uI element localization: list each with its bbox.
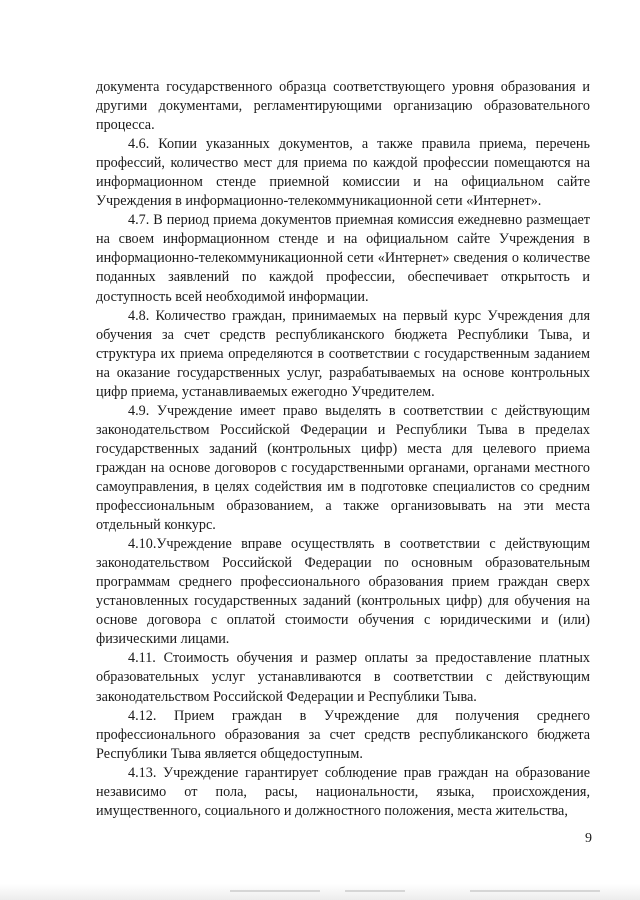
scan-edge-artifact: [0, 884, 640, 900]
paragraph-4-9: 4.9. Учреждение имеет право выделять в соответствии с действующим законодательством Российской Федерации и Республики Тыва в пределах государственных заданий (контрольных цифр) места для целевого приема граждан на основе договоров с государственными органами, органами местного самоуправления, в целях содействия им в подготовке специалистов со средним профессиональным образованием, а также организовывать на эти места отдельный конкурс.: [96, 402, 590, 534]
document-body: [96, 78, 590, 821]
scan-mark: [345, 890, 405, 892]
paragraph-4-11: 4.11. Стоимость обучения и размер оплаты за предоставление платных образовательных услуг устанавливаются в соответствии с действующим законодательством Российской Федерации и Республики Тыва.: [96, 650, 590, 705]
paragraph-continuation: документа государственного образца соответствующего уровня образования и другими документами, регламентирующими организацию образовательного процесса.: [96, 79, 590, 134]
paragraph-4-8: 4.8. Количество граждан, принимаемых на первый курс Учреждения для обучения за счет средств республиканского бюджета Республики Тыва, и структура их приема определяются в соответствии с государственным заданием на оказание государственных услуг, разрабатываемых на основе контрольных цифр приема, устанавливаемых ежегодно Учредителем.: [96, 307, 590, 400]
paragraph-4-10: 4.10.Учреждение вправе осуществлять в соответствии с действующим законодательством Российской Федерации по основным образовательным программам среднего профессионального образования прием граждан сверх установленных государственных заданий (контрольных цифр) для обучения на основе договора с оплатой стоимости обучения с юридическими и (или) физическими лицами.: [96, 536, 590, 648]
paragraph-4-6: 4.6. Копии указанных документов, а также правила приема, перечень профессий, количество мест для приема по каждой профессии помещаются на информационном стенде приемной комиссии и на официальном сайте Учреждения в информационно-телекоммуникационной сети «Интернет».: [96, 136, 590, 210]
paragraph-4-12: 4.12. Прием граждан в Учреждение для получения среднего профессионального образования за счет средств республиканского бюджета Республики Тыва является общедоступным.: [96, 707, 590, 762]
scan-mark: [470, 890, 600, 892]
page-number: 9: [585, 831, 592, 846]
scan-mark: [230, 890, 320, 892]
paragraph-4-13: 4.13. Учреждение гарантирует соблюдение прав граждан на образование независимо от пола, расы, национальности, языка, происхождения, имущественного, социального и должностного положения, места жительства,: [96, 764, 590, 819]
paragraph-4-7: 4.7. В период приема документов приемная комиссия ежедневно размещает на своем информационном стенде и на официальном сайте Учреждения в информационно-телекоммуникационной сети «Интернет» сведения о количестве поданных заявлений по каждой профессии, обеспечивает открытость и доступность всей необходимой информации.: [96, 212, 590, 305]
